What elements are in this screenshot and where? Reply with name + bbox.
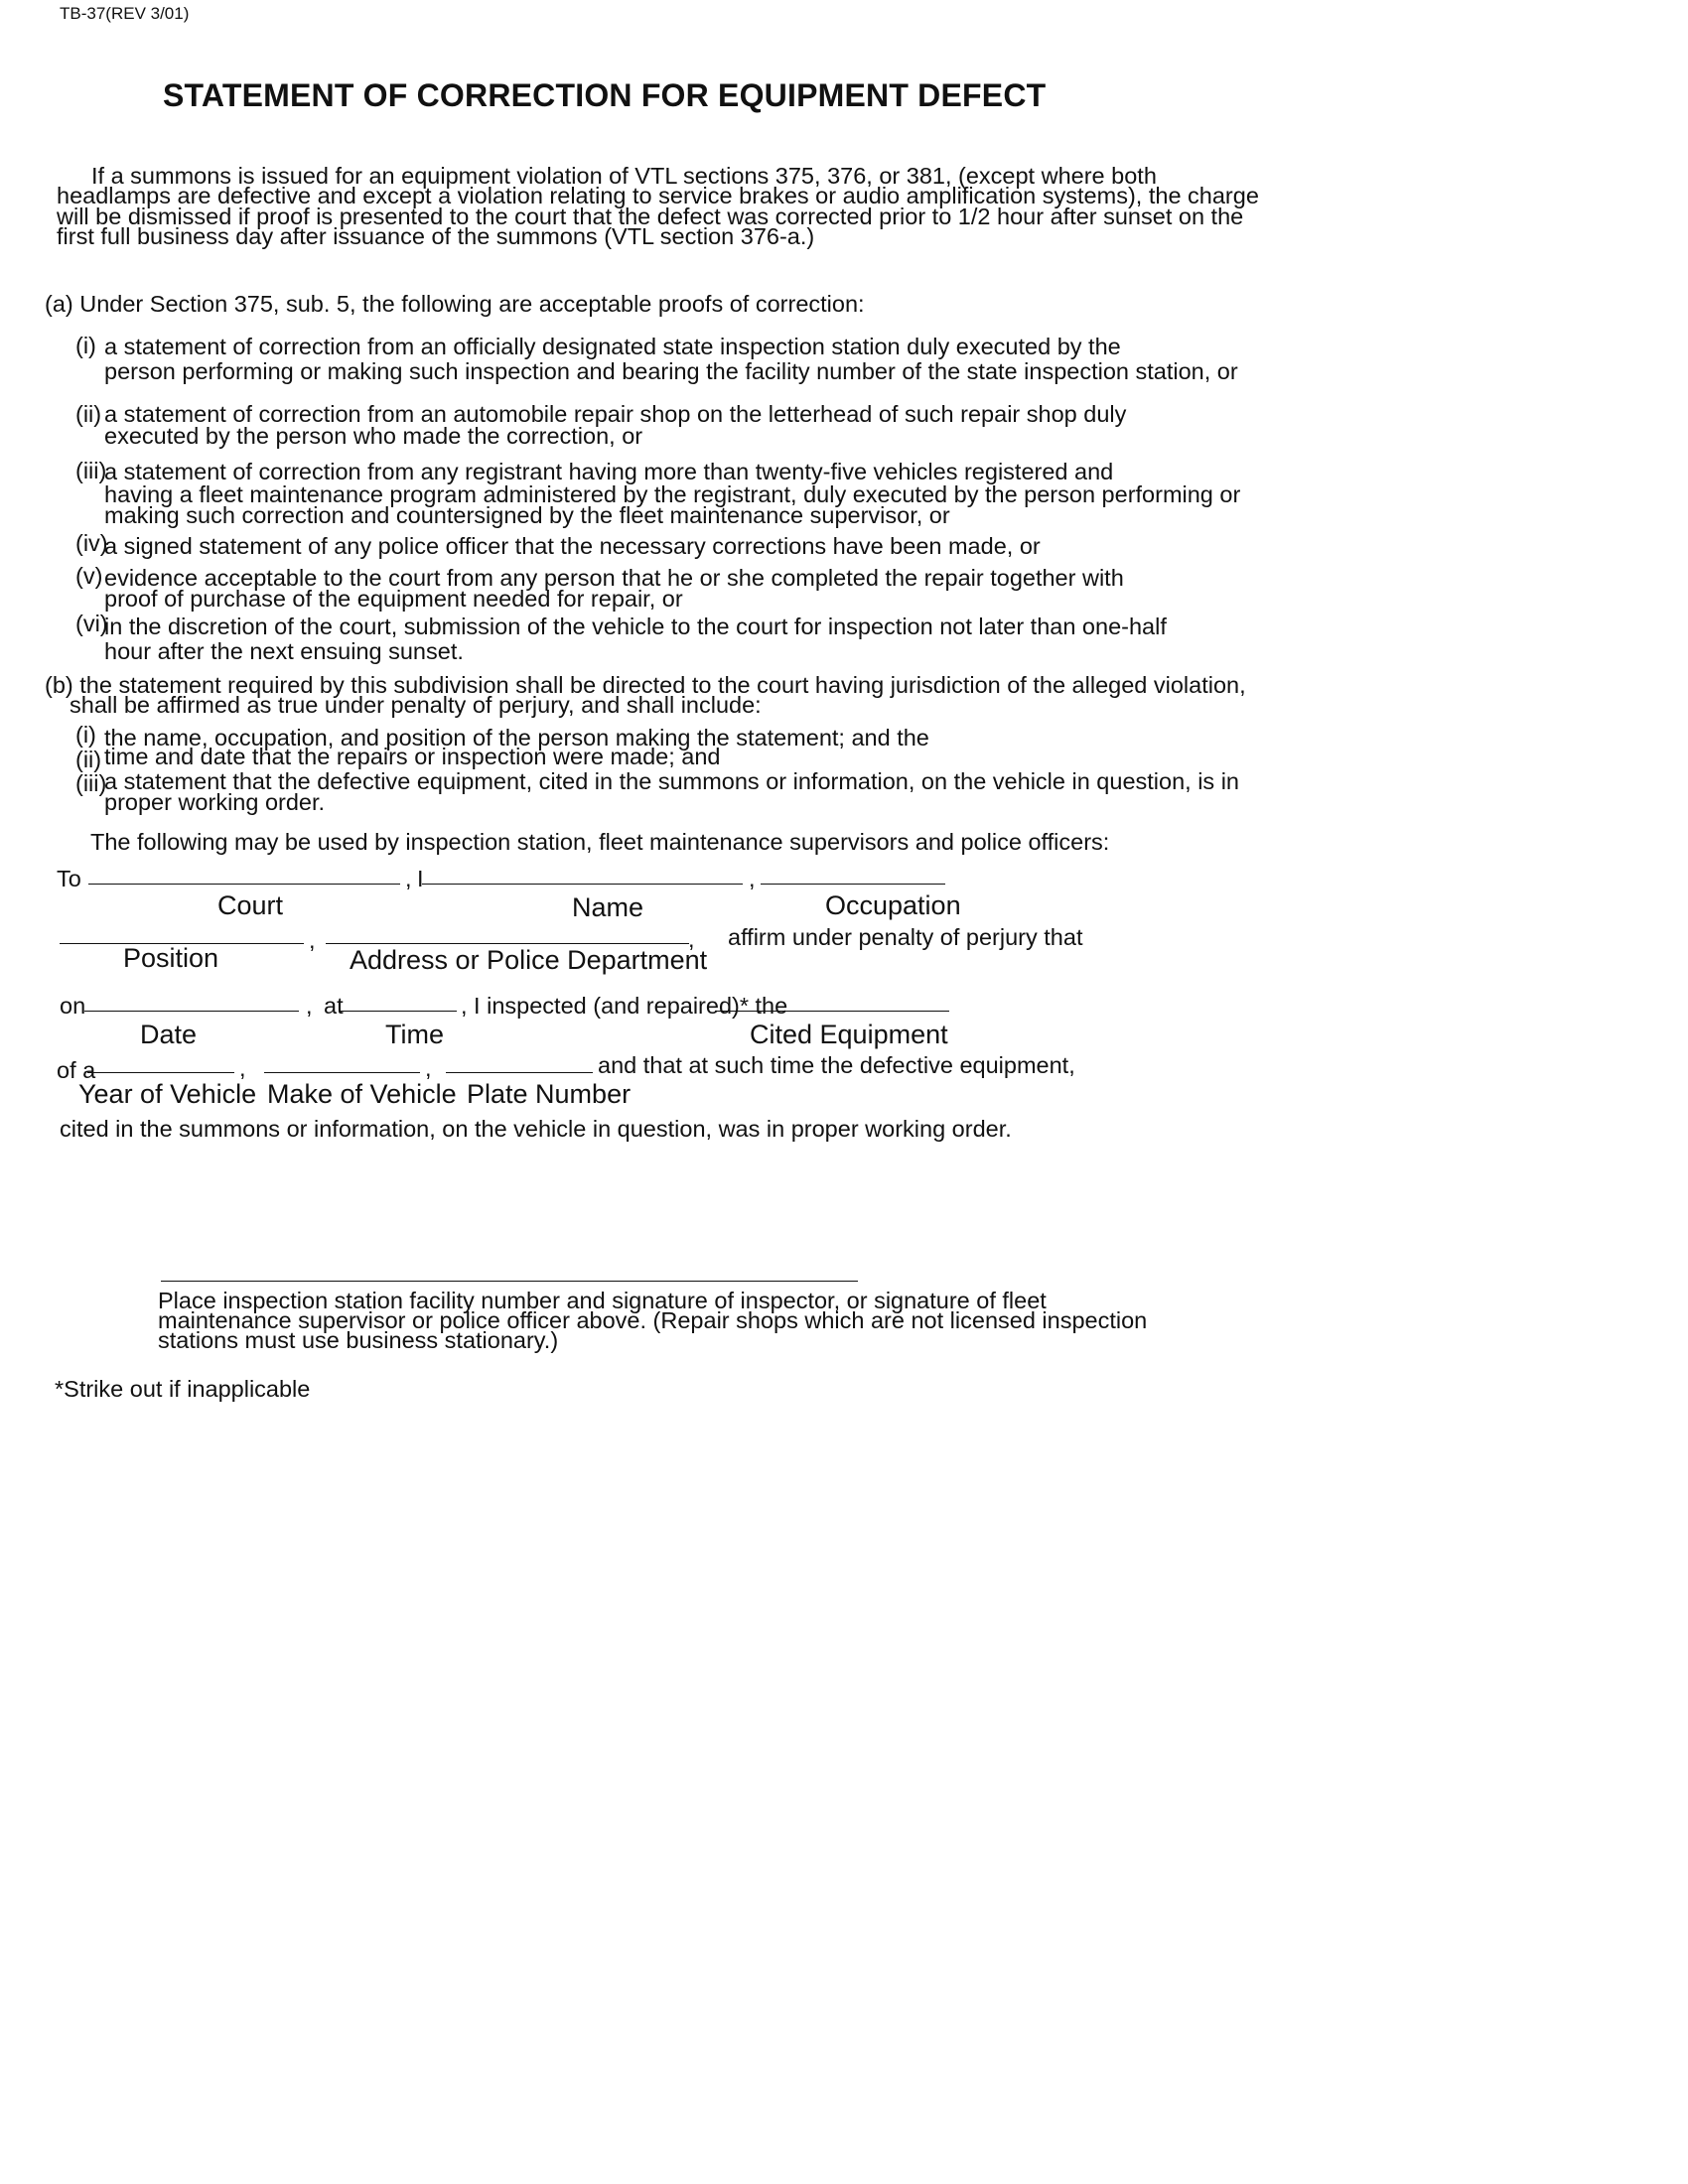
cited-equipment-label: Cited Equipment bbox=[750, 1020, 948, 1049]
make-field[interactable] bbox=[264, 1072, 420, 1073]
list-item-line: the name, occupation, and position of the person making the statement; and the bbox=[104, 725, 929, 751]
item-number: (iii) bbox=[75, 770, 107, 796]
date-field[interactable] bbox=[84, 1011, 299, 1012]
item-number: (iii) bbox=[75, 458, 107, 483]
list-item-line: executed by the person who made the correction, or bbox=[104, 423, 643, 449]
occupation-label: Occupation bbox=[825, 890, 961, 920]
form-id: TB-37(REV 3/01) bbox=[60, 4, 190, 23]
item-number: (ii) bbox=[75, 401, 102, 427]
list-item-line: a signed statement of any police officer that the necessary corrections have been made, or bbox=[104, 533, 1041, 559]
list-item-line: a statement that the defective equipment, cited in the summons or information, on the vehicle in question, is in bbox=[104, 768, 1239, 794]
closing-statement: cited in the summons or information, on the vehicle in question, was in proper working order. bbox=[60, 1116, 1012, 1142]
at-label: at bbox=[324, 993, 344, 1019]
court-label: Court bbox=[217, 890, 284, 920]
occupation-field[interactable] bbox=[761, 884, 945, 885]
list-item-line: proof of purchase of the equipment needed for repair, or bbox=[104, 586, 683, 612]
time-field[interactable] bbox=[341, 1011, 457, 1012]
list-item-line: a statement of correction from an automobile repair shop on the letterhead of such repair shop duly bbox=[104, 401, 1127, 427]
name-field[interactable] bbox=[422, 884, 743, 885]
page-title: STATEMENT OF CORRECTION FOR EQUIPMENT DEFECT bbox=[163, 77, 1047, 113]
on-label: on bbox=[60, 993, 86, 1019]
comma: , bbox=[749, 866, 756, 891]
item-number: (iv) bbox=[75, 530, 108, 556]
list-item-line: evidence acceptable to the court from any person that he or she completed the repair together with bbox=[104, 565, 1124, 591]
comma: , bbox=[688, 926, 695, 952]
plate-field[interactable] bbox=[446, 1072, 593, 1073]
item-number: (i) bbox=[75, 722, 96, 748]
time-label: Time bbox=[385, 1020, 444, 1049]
list-item-line: making such correction and countersigned by the fleet maintenance supervisor, or bbox=[104, 502, 950, 528]
signature-note-line: stations must use business stationary.) bbox=[158, 1327, 559, 1353]
to-label: To bbox=[57, 866, 81, 891]
date-label: Date bbox=[140, 1020, 198, 1049]
court-field[interactable] bbox=[88, 884, 400, 885]
list-item-line: a statement of correction from any registrant having more than twenty-five vehicles registered and bbox=[104, 459, 1114, 484]
comma: , bbox=[306, 993, 313, 1019]
item-number: (v) bbox=[75, 563, 103, 589]
address-field[interactable] bbox=[326, 943, 689, 944]
signature-note-line: Place inspection station facility number and signature of inspector, or signature of fleet bbox=[158, 1288, 1047, 1313]
signature-note-line: maintenance supervisor or police officer above. (Repair shops which are not licensed inspection bbox=[158, 1307, 1148, 1333]
section-a-heading: (a) Under Section 375, sub. 5, the following are acceptable proofs of correction: bbox=[45, 291, 865, 317]
comma: , bbox=[239, 1055, 246, 1081]
intro-line: headlamps are defective and except a violation relating to service brakes or audio amplification systems), the charge bbox=[57, 183, 1259, 208]
item-number: (ii) bbox=[75, 747, 102, 772]
list-item-line: in the discretion of the court, submission of the vehicle to the court for inspection not later than one-half bbox=[104, 614, 1167, 639]
address-label: Address or Police Department bbox=[350, 945, 708, 975]
name-label: Name bbox=[572, 892, 644, 922]
plate-label: Plate Number bbox=[467, 1079, 632, 1109]
cited-equipment-field[interactable] bbox=[715, 1011, 949, 1012]
usage-note: The following may be used by inspection station, fleet maintenance supervisors and police officers: bbox=[90, 829, 1110, 855]
intro-line: first full business day after issuance of the summons (VTL section 376-a.) bbox=[57, 223, 815, 249]
of-a-label: of a bbox=[57, 1057, 96, 1083]
intro-line: will be dismissed if proof is presented to the court that the defect was corrected prior to 1/2 hour after sunset on the bbox=[57, 204, 1244, 229]
list-item-line: time and date that the repairs or inspection were made; and bbox=[104, 744, 721, 769]
make-label: Make of Vehicle bbox=[267, 1079, 457, 1109]
list-item-line: person performing or making such inspection and bearing the facility number of the state inspection station, or bbox=[104, 358, 1238, 384]
item-number: (i) bbox=[75, 333, 96, 358]
intro-line: If a summons is issued for an equipment violation of VTL sections 375, 376, or 381, (except where both bbox=[91, 163, 1157, 189]
list-item-line: hour after the next ensuing sunset. bbox=[104, 638, 464, 664]
signature-line[interactable] bbox=[161, 1281, 858, 1282]
list-item-line: a statement of correction from an officially designated state inspection station duly executed by the bbox=[104, 334, 1121, 359]
section-b-heading: shall be affirmed as true under penalty of perjury, and shall include: bbox=[70, 692, 762, 718]
list-item-line: having a fleet maintenance program administered by the registrant, duly executed by the person performing or bbox=[104, 481, 1241, 507]
year-field[interactable] bbox=[87, 1072, 234, 1073]
footnote: *Strike out if inapplicable bbox=[55, 1376, 311, 1402]
item-number: (vi) bbox=[75, 611, 108, 636]
position-label: Position bbox=[123, 943, 219, 973]
defective-text: and that at such time the defective equipment, bbox=[598, 1052, 1075, 1078]
comma: , bbox=[405, 866, 412, 891]
inspected-text: , I inspected (and repaired)* the bbox=[461, 993, 788, 1019]
affirm-text: affirm under penalty of perjury that bbox=[728, 924, 1083, 950]
section-b-heading: (b) the statement required by this subdivision shall be directed to the court having jurisdiction of the alleged violation, bbox=[45, 672, 1246, 698]
comma: , bbox=[425, 1055, 432, 1081]
i-label: I bbox=[417, 866, 424, 891]
list-item-line: proper working order. bbox=[104, 789, 326, 815]
year-label: Year of Vehicle bbox=[78, 1079, 257, 1109]
comma: , bbox=[309, 927, 316, 953]
